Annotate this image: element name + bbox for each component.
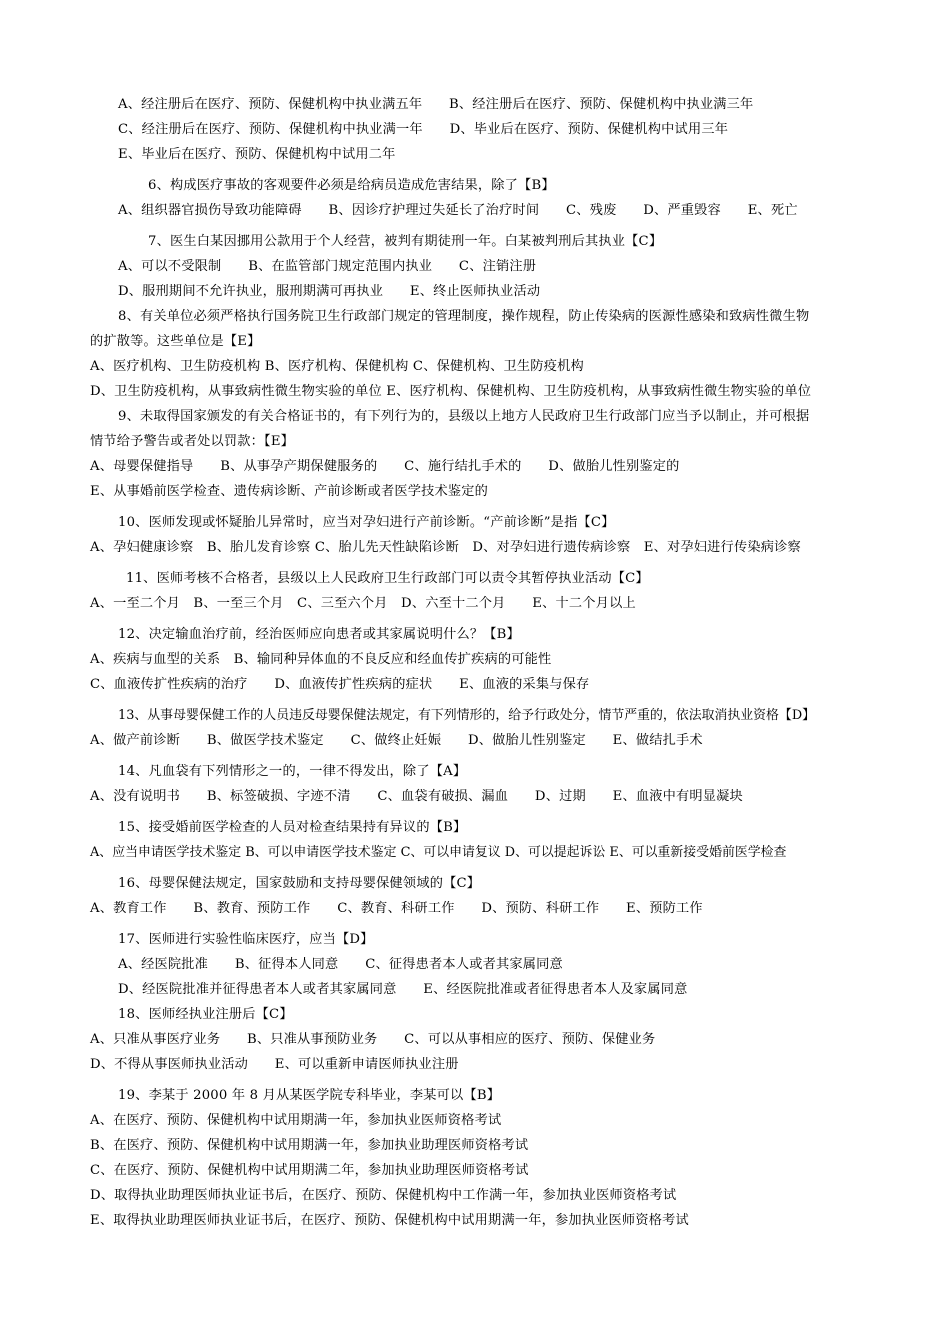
option-line: A、疾病与血型的关系 B、输同种异体血的不良反应和经血传扩疾病的可能性 <box>90 652 552 667</box>
question-17: 17、医师进行实验性临床医疗，应当【D】 <box>118 932 374 947</box>
option-line: A、母婴保健指导 B、从事孕产期保健服务的 C、施行结扎手术的 D、做胎儿性别鉴定的 <box>90 459 680 474</box>
question-6: 6、构成医疗事故的客观要件必须是给病员造成危害结果，除了【B】 <box>148 178 555 193</box>
option-line: C、经注册后在医疗、预防、保健机构中执业满一年 D、毕业后在医疗、预防、保健机构中试用三年 <box>118 122 729 137</box>
option-line: A、经注册后在医疗、预防、保健机构中执业满五年 B、经注册后在医疗、预防、保健机构中执业满三年 <box>118 97 754 112</box>
question-10: 10、医师发现或怀疑胎儿异常时，应当对孕妇进行产前诊断。“产前诊断”是指【C】 <box>118 515 615 530</box>
option-line: E、毕业后在医疗、预防、保健机构中试用二年 <box>118 147 396 162</box>
option-line: C、血液传扩性疾病的治疗 D、血液传扩性疾病的症状 E、血液的采集与保存 <box>90 677 590 692</box>
option-line: A、只准从事医疗业务 B、只准从事预防业务 C、可以从事相应的医疗、预防、保健业务 <box>90 1032 656 1047</box>
option-line: A、可以不受限制 B、在监管部门规定范围内执业 C、注销注册 <box>118 259 537 274</box>
option-line: D、卫生防疫机构，从事致病性微生物实验的单位 E、医疗机构、保健机构、卫生防疫机构，从事致病性微生物实验的单位 <box>90 384 812 399</box>
question-13: 13、从事母婴保健工作的人员违反母婴保健法规定，有下列情形的，给予行政处分，情节严重的，依法取消执业资格【D】 <box>118 708 816 723</box>
option-line: A、组织器官损伤导致功能障碍 B、因诊疗护理过失延长了治疗时间 C、残废 D、严重毁容 E、死亡 <box>118 203 798 218</box>
question-9-cont: 情节给予警告或者处以罚款：【E】 <box>90 434 295 449</box>
option-line: E、取得执业助理医师执业证书后，在医疗、预防、保健机构中试用期满一年，参加执业医师资格考试 <box>90 1213 689 1228</box>
option-line: A、做产前诊断 B、做医学技术鉴定 C、做终止妊娠 D、做胎儿性别鉴定 E、做结扎手术 <box>90 733 703 748</box>
question-16: 16、母婴保健法规定，国家鼓励和支持母婴保健领域的【C】 <box>118 876 481 891</box>
option-line: A、经医院批准 B、征得本人同意 C、征得患者本人或者其家属同意 <box>118 957 563 972</box>
option-line: A、在医疗、预防、保健机构中试用期满一年，参加执业医师资格考试 <box>90 1113 502 1128</box>
question-12: 12、决定输血治疗前，经治医师应向患者或其家属说明什么？【B】 <box>118 627 520 642</box>
question-8: 8、有关单位必须严格执行国务院卫生行政部门规定的管理制度，操作规程，防止传染病的医源性感染和致病性微生物 <box>118 309 810 324</box>
question-19: 19、李某于 2000 年 8 月从某医学院专科毕业，李某可以【B】 <box>118 1088 501 1103</box>
option-line: D、取得执业助理医师执业证书后，在医疗、预防、保健机构中工作满一年，参加执业医师资格考试 <box>90 1188 677 1203</box>
option-line: A、孕妇健康诊察 B、胎儿发育诊察 C、胎儿先天性缺陷诊断 D、对孕妇进行遗传病诊察 E、对孕妇进行传染病诊察 <box>90 540 801 555</box>
option-line: A、一至二个月 B、一至三个月 C、三至六个月 D、六至十二个月 E、十二个月以上 <box>90 596 636 611</box>
question-8-cont: 的扩散等。这些单位是【E】 <box>90 334 261 349</box>
question-15: 15、接受婚前医学检查的人员对检查结果持有异议的【B】 <box>118 820 467 835</box>
question-7: 7、医生白某因挪用公款用于个人经营，被判有期徒刑一年。白某被判刑后其执业【C】 <box>148 234 663 249</box>
option-line: D、不得从事医师执业活动 E、可以重新申请医师执业注册 <box>90 1057 459 1072</box>
option-line: B、在医疗、预防、保健机构中试用期满一年，参加执业助理医师资格考试 <box>90 1138 529 1153</box>
option-line: D、服刑期间不允许执业，服刑期满可再执业 E、终止医师执业活动 <box>118 284 541 299</box>
option-line: A、应当申请医学技术鉴定 B、可以申请医学技术鉴定 C、可以申请复议 D、可以提起诉讼 E、可以重新接受婚前医学检查 <box>90 845 787 860</box>
option-line: A、没有说明书 B、标签破损、字迹不清 C、血袋有破损、漏血 D、过期 E、血液中有明显凝块 <box>90 789 743 804</box>
question-11: 11、医师考核不合格者，县级以上人民政府卫生行政部门可以责令其暂停执业活动【C】 <box>126 571 649 586</box>
option-line: D、经医院批准并征得患者本人或者其家属同意 E、经医院批准或者征得患者本人及家属同意 <box>118 982 688 997</box>
option-line: C、在医疗、预防、保健机构中试用期满二年，参加执业助理医师资格考试 <box>90 1163 529 1178</box>
option-line: A、医疗机构、卫生防疫机构 B、医疗机构、保健机构 C、保健机构、卫生防疫机构 <box>90 359 584 374</box>
option-line: E、从事婚前医学检查、遗传病诊断、产前诊断或者医学技术鉴定的 <box>90 484 489 499</box>
question-14: 14、凡血袋有下列情形之一的，一律不得发出，除了【A】 <box>118 764 467 779</box>
question-18: 18、医师经执业注册后【C】 <box>118 1007 293 1022</box>
question-9: 9、未取得国家颁发的有关合格证书的，有下列行为的，县级以上地方人民政府卫生行政部门应当予以制止，并可根据 <box>118 409 810 424</box>
option-line: A、教育工作 B、教育、预防工作 C、教育、科研工作 D、预防、科研工作 E、预防工作 <box>90 901 703 916</box>
